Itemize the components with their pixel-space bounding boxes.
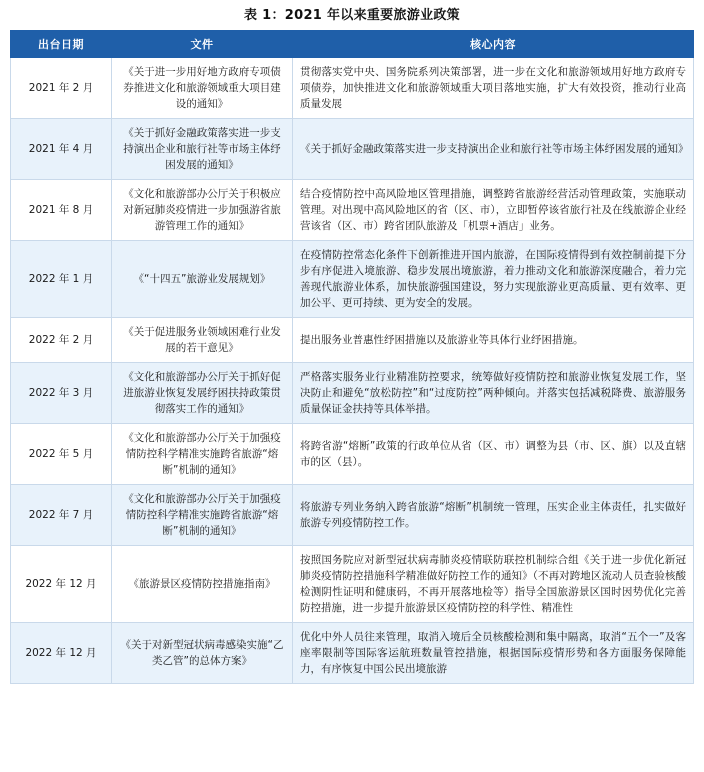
cell-document: 《关于促进服务业领域困难行业发展的若干意见》 <box>112 318 293 363</box>
table-row <box>11 485 694 546</box>
table-row <box>11 180 694 241</box>
cell-document: 《文化和旅游部办公厅关于积极应对新冠肺炎疫情进一步加强游省旅游管理工作的通知》 <box>112 180 293 241</box>
table-row <box>11 241 694 318</box>
cell-date: 2021 年 2 月 <box>11 58 112 119</box>
cell-document: 《旅游景区疫情防控措施指南》 <box>112 546 293 623</box>
cell-core-content: 结合疫情防控中高风险地区管理措施，调整跨省旅游经营活动管理政策，实施联动管理。对出现中高风险地区的省（区、市），立即暂停该省旅行社及在线旅游企业经营该省（区、市）跨省团队旅游及「机票+酒店」业务。 <box>293 180 694 241</box>
cell-core-content: 在疫情防控常态化条件下创新推进开国内旅游，在国际疫情得到有效控制前提下分步有序促进入境旅游、稳步发展出境旅游，着力推动文化和旅游深度融合，着力完善现代旅游业体系，加快旅游强国建设，努力实现旅游业更高质量、更有效率、更加公平、更可持续、更为安全的发展。 <box>293 241 694 318</box>
cell-document: 《“十四五”旅游业发展规划》 <box>112 241 293 318</box>
cell-date: 2022 年 12 月 <box>11 623 112 684</box>
table-row <box>11 119 694 180</box>
cell-date: 2022 年 2 月 <box>11 318 112 363</box>
cell-document: 《关于对新型冠状病毒感染实施“乙类乙管”的总体方案》 <box>112 623 293 684</box>
table-row <box>11 363 694 424</box>
cell-core-content: 贯彻落实党中央、国务院系列决策部署，进一步在文化和旅游领域用好地方政府专项债券，加快推进文化和旅游领域重大项目落地实施，扩大有效投资，推动行业高质量发展 <box>293 58 694 119</box>
table-row <box>11 318 694 363</box>
cell-core-content: 提出服务业普惠性纾困措施以及旅游业等具体行业纾困措施。 <box>293 318 694 363</box>
cell-core-content: 按照国务院应对新型冠状病毒肺炎疫情联防联控机制综合组《关于进一步优化新冠肺炎疫情防控措施科学精准做好防控工作的通知》（不再对跨地区流动人员查验核酸检测阴性证明和健康码，不再开展落地检等）指导全国旅游景区国时因势优化完善防控措施，进一步提升旅游景区疫情防控的科学性、精准性 <box>293 546 694 623</box>
cell-document: 《文化和旅游部办公厅关于抓好促进旅游业恢复发展纾困扶持政策贯彻落实工作的通知》 <box>112 363 293 424</box>
table-header-row <box>11 31 694 58</box>
cell-document: 《关于进一步用好地方政府专项债券推进文化和旅游领域重大项目建设的通知》 <box>112 58 293 119</box>
column-header-core-content: 核心内容 <box>293 31 694 58</box>
cell-core-content: 将旅游专列业务纳入跨省旅游“熔断”机制统一管理，压实企业主体责任，扎实做好旅游专列疫情防控工作。 <box>293 485 694 546</box>
cell-date: 2022 年 12 月 <box>11 546 112 623</box>
cell-date: 2022 年 1 月 <box>11 241 112 318</box>
cell-date: 2021 年 4 月 <box>11 119 112 180</box>
cell-document: 《文化和旅游部办公厅关于加强疫情防控科学精准实施跨省旅游“熔断”机制的通知》 <box>112 424 293 485</box>
table-row <box>11 546 694 623</box>
table-row <box>11 424 694 485</box>
cell-date: 2022 年 3 月 <box>11 363 112 424</box>
cell-document: 《关于抓好金融政策落实进一步支持演出企业和旅行社等市场主体纾困发展的通知》 <box>112 119 293 180</box>
column-header-date: 出台日期 <box>11 31 112 58</box>
table-body <box>11 58 694 684</box>
policy-table <box>10 30 694 684</box>
table-header <box>11 31 694 58</box>
table-title: 表 1：2021 年以来重要旅游业政策 <box>244 8 460 23</box>
column-header-document: 文件 <box>112 31 293 58</box>
cell-core-content: 《关于抓好金融政策落实进一步支持演出企业和旅行社等市场主体纾困发展的通知》 <box>293 119 694 180</box>
cell-date: 2022 年 7 月 <box>11 485 112 546</box>
cell-date: 2022 年 5 月 <box>11 424 112 485</box>
cell-core-content: 严格落实服务业行业精准防控要求，统筹做好疫情防控和旅游业恢复发展工作，坚决防止和避免“放松防控”和“过度防控”两种倾向。并落实包括减税降费、旅游服务质量保证金扶持等具体举措。 <box>293 363 694 424</box>
table-row <box>11 623 694 684</box>
cell-core-content: 优化中外人员往来管理，取消入境后全员核酸检测和集中隔离，取消“五个一”及客座率限制等国际客运航班数量管控措施，根据国际疫情形势和各方面服务保障能力，有序恢复中国公民出境旅游 <box>293 623 694 684</box>
cell-document: 《文化和旅游部办公厅关于加强疫情防控科学精准实施跨省旅游“熔断”机制的通知》 <box>112 485 293 546</box>
table-row <box>11 58 694 119</box>
cell-core-content: 将跨省游“熔断”政策的行政单位从省（区、市）调整为县（市、区、旗）以及直辖市的区（县）。 <box>293 424 694 485</box>
cell-date: 2021 年 8 月 <box>11 180 112 241</box>
